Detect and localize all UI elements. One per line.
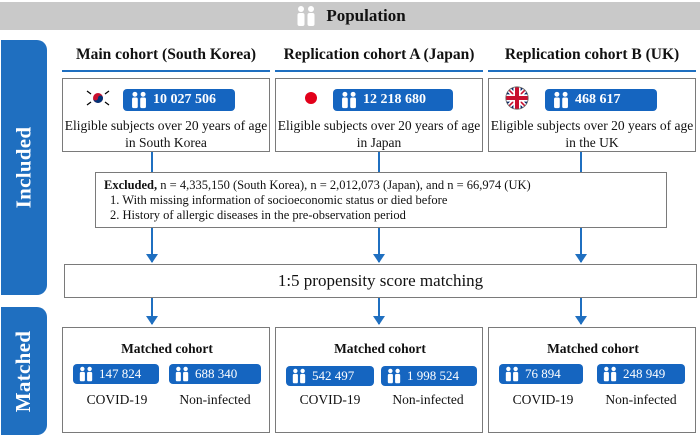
people-icon: [601, 366, 619, 382]
people-icon: [173, 366, 191, 382]
count-pill-uk: 468 617: [545, 89, 657, 111]
people-icon: [294, 5, 318, 27]
header-underline: [62, 70, 270, 72]
covid-count-pill-uk: 76 894: [499, 364, 583, 384]
people-icon: [290, 368, 308, 384]
noninfected-count-pill-japan: 1 998 524: [381, 366, 477, 386]
people-icon: [77, 366, 95, 382]
flow-arrow: [378, 298, 380, 324]
matched-title: Matched cohort: [121, 341, 213, 356]
flow-arrow: [151, 298, 153, 324]
noninfected-label: Non-infected: [605, 392, 677, 407]
population-banner: [0, 2, 700, 30]
excluded-summary: n = 4,335,150 (South Korea), n = 2,012,073 (Japan), and n = 66,974 (UK): [157, 178, 531, 192]
eligible-text-uk: Eligible subjects over 20 years of age in the UK: [490, 118, 694, 150]
excluded-box: [95, 172, 667, 228]
people-icon: [551, 91, 571, 109]
noninfected-label: Non-infected: [392, 392, 464, 407]
count-pill-south-korea: 10 027 506: [123, 89, 235, 111]
flow-arrow: [580, 298, 582, 324]
excluded-label: Excluded,: [104, 178, 158, 192]
noninfected-count-pill-south-korea: 688 340: [169, 364, 261, 384]
covid-label: COVID-19: [86, 392, 148, 407]
excluded-item-1: 1. With missing information of socioeconomic status or died before: [110, 193, 448, 207]
uk-flag-icon: [502, 86, 532, 110]
population-title: Population: [326, 6, 406, 25]
noninfected-label: Non-infected: [179, 392, 251, 407]
japan-flag-icon: [298, 88, 324, 108]
cohort-header-uk: Replication cohort B (UK): [504, 46, 680, 63]
header-underline: [488, 70, 696, 72]
people-icon: [339, 91, 359, 109]
covid-count-pill-south-korea: 147 824: [73, 364, 159, 384]
covid-count-pill-japan: 542 497: [286, 366, 374, 386]
matching-label: 1:5 propensity score matching: [277, 271, 484, 290]
eligible-text-south-korea: Eligible subjects over 20 years of age in South Korea: [64, 118, 268, 150]
matching-box: [64, 264, 697, 298]
matched-title: Matched cohort: [547, 341, 639, 356]
header-underline: [275, 70, 483, 72]
count-pill-japan: 12 218 680: [333, 89, 453, 111]
matched-section-label: Matched: [1, 307, 47, 435]
noninfected-count-pill-uk: 248 949: [597, 364, 685, 384]
cohort-header-south-korea: Main cohort (South Korea): [75, 46, 257, 63]
people-icon: [503, 366, 521, 382]
excluded-item-2: 2. History of allergic diseases in the pre-observation period: [110, 208, 406, 222]
included-section-label: Included: [1, 40, 47, 295]
covid-label: COVID-19: [299, 392, 361, 407]
matched-title: Matched cohort: [334, 341, 426, 356]
covid-label: COVID-19: [512, 392, 574, 407]
people-icon: [129, 91, 149, 109]
cohort-header-japan: Replication cohort A (Japan): [283, 46, 475, 63]
eligible-text-japan: Eligible subjects over 20 years of age in Japan: [277, 118, 481, 150]
south-korea-flag-icon: [85, 88, 111, 108]
people-icon: [385, 368, 403, 384]
